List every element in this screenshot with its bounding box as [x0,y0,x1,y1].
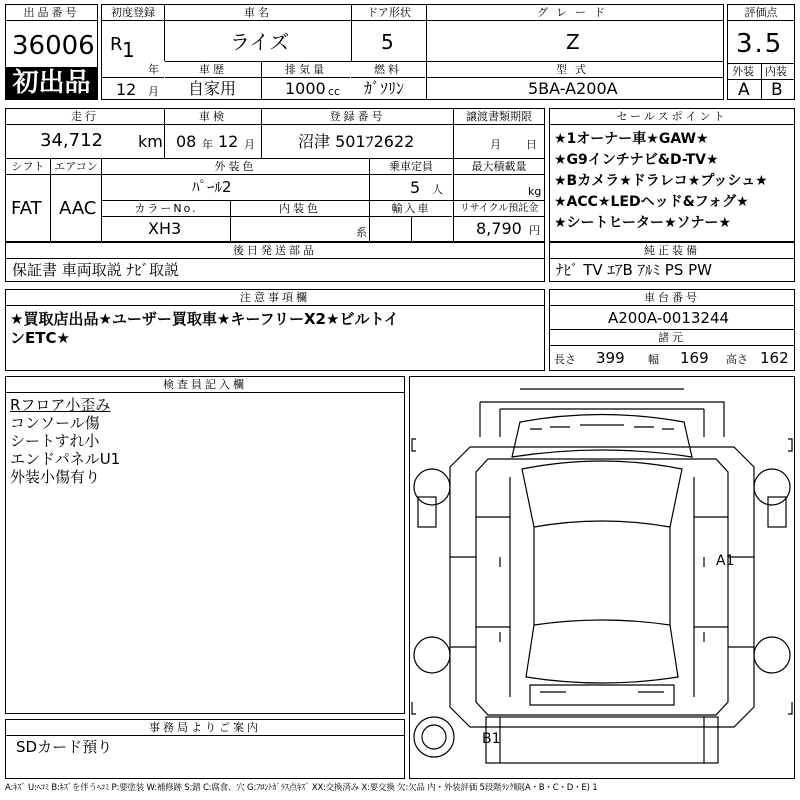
fuel: ｶﾞｿﾘﾝ [364,79,405,98]
sales-point: ★1オーナー車★GAW★ [554,131,709,147]
height-label: 高さ [726,353,748,366]
insp-year: 08 [176,132,197,151]
recycle-unit: 円 [529,224,540,237]
ext-label: 外装 [732,65,754,78]
import-label: 輸入車 [370,201,452,217]
car-name-label: 車名 [165,5,351,21]
legend: A:ｷｽﾞ U:ﾍｺﾐ B:ｷｽﾞを伴うﾍｺﾐ P:要塗装 W:補修跡 S:錆 C:腐食、穴 G:ﾌﾛﾝﾄｶﾞﾗｽ点ｷｽﾞ XX:交換済み X:要交換 欠:欠品 内・外装評価 5段階ﾗﾝｸ順(A・B・C・D・E) 1 [5,783,598,793]
later-parts-box [5,242,545,282]
grade-label: グレード [427,5,723,21]
length: 399 [596,349,625,367]
first-listing-badge: 初出品 [6,67,97,99]
mileage-label: 走行 [6,109,164,125]
model-label: 型式 [427,62,723,78]
spec-label: 諸元 [550,330,794,346]
capacity-label: 乗車定員 [370,159,452,175]
lot-number: 36006 [12,31,95,61]
doors: 5 [381,30,394,54]
damage-mark-b1: B1 [482,731,501,747]
first-reg-month: 12 [116,80,137,99]
load-label: 最大積載量 [454,159,544,175]
notes-box [5,289,545,371]
detail-box [5,108,545,242]
year-unit: 年 [148,63,159,76]
score: 3.5 [736,29,784,59]
mileage: 34,712 [40,130,103,151]
genuine-label: 純正装備 [550,243,794,259]
height: 162 [760,349,789,367]
reg-label: 登録番号 [262,109,453,125]
damage-diagram-box [409,376,795,779]
chassis-box [549,289,795,371]
chassis-label: 車台番号 [550,290,794,306]
reg-number: 沼津 501ﾌ2622 [298,132,415,151]
sales-points-box [549,108,795,242]
inspector-notes [10,396,120,486]
insp-month: 12 [218,132,239,151]
transfer-day: 日 [526,138,537,151]
notes-label: 注意事項欄 [6,290,544,306]
door-label: ドア形状 [352,5,426,21]
ac-label: エアコン [51,159,101,175]
shift-label: シフト [6,159,50,175]
capacity: 5 [410,178,421,197]
sales-points-list [554,129,768,234]
insp-month-unit: 月 [244,138,255,151]
ext-grade: A [738,80,750,100]
insp-year-unit: 年 [202,138,213,151]
mileage-unit: km [138,132,163,151]
notes-line-2: ンETC★ [10,329,70,347]
recycle-fee: 8,790 [476,219,522,238]
color: ﾊﾟｰﾙ2 [192,178,232,196]
recycle-label: リサイクル預託金 [454,201,544,217]
ac: AAC [59,198,97,219]
first-reg-label: 初度登録 [102,5,164,21]
office-note: SDカード預り [16,738,113,756]
inspector-label: 検査員記入欄 [6,377,404,393]
inspection-label: 車検 [165,109,261,125]
lot-number-label: 出品番号 [6,5,97,21]
shift: FAT [11,198,42,219]
load-unit: kg [528,185,542,198]
damage-mark-a1: A1 [716,553,735,569]
score-label: 評価点 [728,5,794,21]
grade: Z [566,30,580,54]
fuel-label: 燃料 [351,62,425,78]
later-parts: 保証書 車両取説 ﾅﾋﾞ取説 [12,261,180,279]
int-grade: B [771,80,783,100]
month-unit: 月 [148,85,159,98]
displacement: 1000 [285,79,326,98]
inspector-note: Rフロア小歪み [10,396,111,414]
sales-point: ★Bカメラ★ドラレコ★プッシュ★ [554,173,768,189]
chassis-number: A200A-0013244 [608,309,730,327]
inspector-note: コンソール傷 [10,414,100,432]
sales-point: ★シートヒーター★ソナー★ [554,215,732,231]
sales-points-label: セールスポイント [550,109,794,125]
capacity-unit: 人 [432,183,443,196]
score-box [727,4,795,100]
car-name: ライズ [230,30,290,54]
notes-line-1: ★買取店出品★ユーザー買取車★キーフリーX2★ビルトイ [10,310,399,328]
inspector-note: エンドパネルU1 [10,450,121,468]
vehicle-diagram [410,377,794,778]
era: R [110,34,123,55]
office-box [5,719,405,779]
office-label: 事務局よりご案内 [6,720,404,736]
disp-unit: cc [328,85,341,98]
width: 169 [680,349,709,367]
lot-number-box [5,4,98,100]
first-reg-year: 1 [122,38,135,62]
int-label: 内装 [765,65,787,78]
disp-label: 排気量 [262,62,350,78]
interior-unit: 系 [356,226,367,239]
length-label: 長さ [554,353,576,366]
inspector-note: 外装小傷有り [10,468,101,486]
inspector-note: シートすれ小 [10,432,100,450]
interior-label: 内装色 [231,201,369,217]
transfer-label: 譲渡書類期限 [454,109,544,125]
genuine-equipment: ﾅﾋﾞ TV ｴｱB ｱﾙﾐ PS PW [556,261,712,279]
sales-point: ★ACC★LEDヘッド&フォグ★ [554,194,749,210]
color-label: 外装色 [102,159,369,175]
inspector-box [5,376,405,714]
history: 自家用 [188,79,237,98]
later-parts-label: 後日発送部品 [6,243,544,259]
history-label: 車歴 [165,62,261,78]
sales-point: ★G9インチナビ&D-TV★ [554,152,719,168]
transfer-month: 月 [490,138,501,151]
model: 5BA-A200A [528,79,618,98]
colorno-label: カラーNo. [102,201,230,217]
genuine-equipment-box [549,242,795,282]
color-number: XH3 [148,219,182,238]
width-label: 幅 [648,353,659,366]
